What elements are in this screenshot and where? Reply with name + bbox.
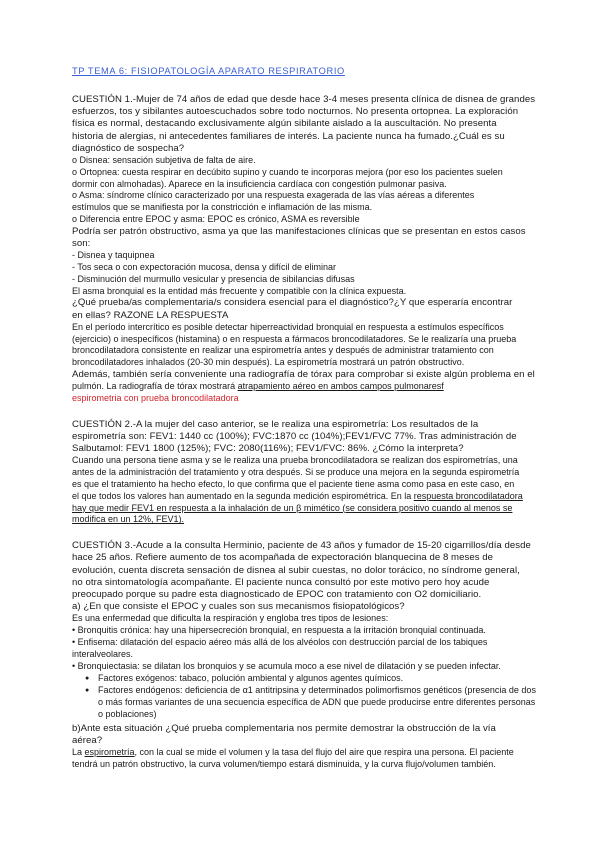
q3-subquestion: a) ¿En que consiste el EPOC y cuales son sus mecanismos fisiopatológicos?	[72, 601, 405, 613]
q3-line: no otra sintomatología acompañante. El paciente nunca consultó por este motivo pero hoy acude	[72, 576, 490, 588]
document-page	[72, 66, 542, 785]
q2-answer-line	[72, 491, 542, 503]
definition-line: o Ortopnea: cuesta respirar en decúbito supino y cuando te incorporas mejora (por eso los pacientes suelen	[72, 166, 503, 177]
q3-answer-line: Es una enfermedad que dificulta la respiración y engloba tres tipos de lesiones:	[72, 613, 389, 624]
definition-line: dormir con almohadas). Aparece en la insuficiencia cardíaca con congestión pulmonar pasiva.	[72, 178, 447, 189]
q2-answer-line: antes de la administración del tratamiento y otra después. Si se produce una mejora en la segunda espirometría	[72, 467, 520, 478]
q1-line: diagnóstico de sospecha?	[72, 142, 185, 154]
answer-suffix: , con la cual se mide el volumen y la tasa del flujo del aire que respira una persona. El paciente	[134, 746, 514, 757]
red-note: espirometria con prueba broncodilatadora	[72, 392, 239, 403]
xray-text: pulmón. La radiografía de tórax mostrará	[72, 381, 238, 392]
question-3	[72, 540, 542, 770]
q3-line: hace 25 años. Refiere aumento de tos acompañada de expectoración blanquecina de 8 meses de	[72, 552, 494, 564]
q1-answer-line	[72, 381, 542, 393]
q2-line: Salbutamol: FEV1 1800 (125%); FVC: 2080(116%); FEV1/FVC: 86%. ¿Cómo la interpreta?	[72, 443, 464, 455]
q3-subquestion: aérea?	[72, 734, 103, 746]
q3-line: preocupado porque su padre esta diagnosticado de EPOC con tratamiento con O2 domiciliario.	[72, 588, 482, 600]
q3-answer-line: interalveolares.	[72, 648, 134, 659]
q3-subquestion: b)Ante esta situación ¿Qué prueba complementaria nos permite demostrar la obstrucción de la vía	[72, 722, 496, 734]
list-line: - Tos seca o con expectoración mucosa, densa y difícil de eliminar	[72, 262, 336, 272]
q1-answer-line: En el período intercrítico es posible detectar hiperreactividad bronquial en respuesta a estímulos específicos	[72, 321, 504, 332]
q2-line: espirometría son: FEV1: 1440 cc (100%); FVC:1870 cc (104%);FEV1/FVC 77%. Tras administración de	[72, 430, 517, 442]
question-2	[72, 419, 542, 526]
q1-subquestion: en ellas? RAZONE LA RESPUESTA	[72, 309, 229, 321]
definition-line: o Diferencia entre EPOC y asma: EPOC es crónico, ASMA es reversible	[72, 214, 360, 224]
q3-answer-line	[72, 747, 542, 759]
q2-underlined: respuesta broncodilatadora	[413, 490, 523, 501]
q3-answer-line: • Enfisema: dilatación del espacio aéreo más allá de los alvéolos con destrucción parcial de los tabiques	[72, 636, 488, 647]
q2-underlined-line: hay que medir FEV1 en respuesta a la inhalación de un β mimético (se considera positivo cuando al menos se	[72, 502, 513, 513]
page-title: TP TEMA 6: FISIOPATOLOGÍA APARATO RESPIRATORIO	[72, 66, 345, 76]
q1-line: Podría ser patrón obstructivo, asma ya que las manifestaciones clínicas que se presentan en estos casos	[72, 225, 526, 237]
q1-answer-line: Además, también sería conveniente una radiografía de tórax para comprobar si existe algún problema en el	[72, 368, 535, 380]
q2-answer-line: Cuando una persona tiene asma y se le realiza una prueba broncodilatadora se realizan dos espirometrías, una	[72, 455, 518, 466]
q1-answer-line: (ejercicio) o inespecíficos (histamina) o en respuesta a fármacos broncodilatadores. Se le realizaría una prueba	[72, 333, 517, 344]
q3-line: evolución, cuenta discreta sensación de disnea al subir cuestas, no dolor torácico, no síndrome general,	[72, 564, 520, 576]
list-item: ● Factores exógenos: tabaco, polución ambiental y algunos agentes químicos.	[98, 673, 542, 685]
xray-underlined: atrapamiento aéreo en ambos campos pulmonaresf	[237, 381, 444, 392]
q1-line: historia de alergias, ni antecedentes familiares de interés. La paciente nunca ha fumado.¿Cuál es su	[72, 130, 505, 142]
espirometria-underlined: espirometría	[84, 746, 135, 757]
q1-answer-line: broncodilatadora consistente en realizar una espirometría antes y después de administrar tratamiento con	[72, 345, 494, 356]
q3-answer-line: • Bronquitis crónica: hay una hipersecreción bronquial, en respuesta a la irritación bronquial continuada.	[72, 625, 486, 636]
q2-answer-line: es que el tratamiento ha hecho efecto, lo que confirma que el paciente tiene asma como pasa en este caso, en	[72, 478, 515, 489]
q2-underlined-line: modifica en un 12%, FEV1).	[72, 514, 185, 525]
q1-line: CUESTIÓN 1.-Mujer de 74 años de edad que desde hace 3-4 meses presenta clínica de disnea de grandes	[72, 94, 536, 105]
q1-line: física es normal, destacando exclusivamente algún sibilante aislado a la auscultación. No presenta	[72, 118, 497, 130]
q1-line: esfuerzos, tos y sibilantes autoescuchados sobre todo nocturnos. No presenta ortopnea. La exploración	[72, 106, 519, 118]
q2-answer-text: el que todos los valores han aumentado en la segunda medición espirométrica. En la	[72, 490, 414, 501]
q3-line: CUESTIÓN 3.-Acude a la consulta Herminio, paciente de 43 años y fumador de 15-20 cigarrillos/día desde	[72, 540, 531, 552]
q1-subquestion: ¿Qué prueba/as complementaria/s considera esencial para el diagnóstico?¿Y que esperaría encontrar	[72, 297, 513, 309]
q1-line: son:	[72, 238, 91, 249]
q3-answer-line: • Bronquiectasia: se dilatan los bronquios y se acumula moco a ese nivel de dilatación y se pueden infectar.	[72, 660, 501, 671]
list-item: ● Factores endógenos: deficiencia de α1 antitripsina y determinados polimorfismos genéticos (presencia de dos o más formas variantes de una secuencia específica de ADN que puede producirse entre diferentes personas o poblaciones)	[98, 685, 542, 720]
q2-line: CUESTIÓN 2.-A la mujer del caso anterior, se le realiza una espirometría: Los resultados de la	[72, 418, 479, 430]
answer-prefix: La	[72, 746, 85, 757]
definition-line: o Disnea: sensación subjetiva de falta de aire.	[72, 155, 256, 166]
q3-answer-line: tendrá un patrón obstructivo, la curva volumen/tiempo estará disminuida, y la curva flujo/volumen también.	[72, 758, 496, 769]
list-line: - Disminución del murmullo vesicular y presencia de sibilancias difusas	[72, 273, 355, 284]
question-1	[72, 94, 542, 405]
definition-line: estímulos que se manifiesta por la constricción e inflamación de las misma.	[72, 202, 373, 213]
list-line: - Disnea y taquipnea	[72, 250, 155, 261]
q1-answer-line: broncodilatadores inhalados (20-30 min después). La espirometría mostrará un patrón obstructivo.	[72, 357, 465, 368]
definition-line: o Asma: síndrome clínico caracterizado por una respuesta exagerada de las vías aéreas a diferentes	[72, 190, 475, 201]
q1-line: El asma bronquial es la entidad más frecuente y compatible con la clínica expuesta.	[72, 285, 407, 296]
factor-list	[72, 673, 542, 720]
